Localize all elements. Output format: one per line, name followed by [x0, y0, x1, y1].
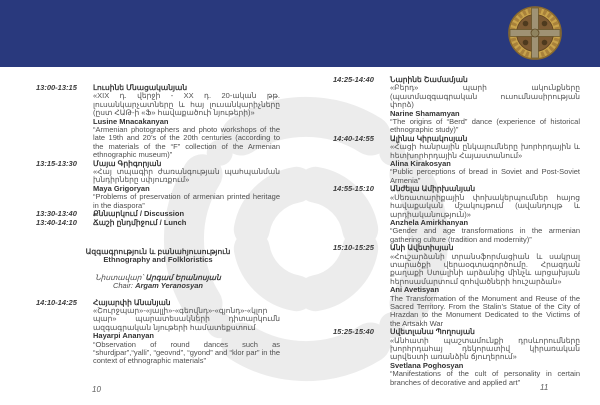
- schedule-entry: [36, 160, 280, 210]
- entry-content: [93, 219, 280, 227]
- talk-title: «Շուրջպար»-«յալլի»-«գեովնդ»-«գյոնդ»-«կլոր պար» պարատեսակների դիտարկումն ազգագրական նյութերի համատեքստում: [93, 305, 280, 332]
- left-schedule-list-after-section: [36, 299, 280, 366]
- entry-time: 13:15-13:30: [36, 158, 77, 168]
- talk-title: «Սեռատարիքային փոխակերպումներ հայոց հավաքական մշակույթում (ավանդույթ և արդիականություն)»: [390, 192, 580, 219]
- entry-time: 13:30-13:40: [36, 209, 77, 219]
- speaker-name: Մայա Գրիգորյան: [93, 158, 162, 168]
- schedule-entry: [36, 219, 280, 227]
- schedule-entry: [333, 135, 580, 185]
- talk-title: «Հուշարձանի տրանսֆորմացիան և սակրալ տարածքի վերաօգտագործումը. Հրազդան քաղաքի Ստալինի արձանից մինչև արցախյան հերոսամարտում զոհվածների հուշարձան»: [390, 251, 580, 286]
- speaker-name: Անի Ավետիսյան: [390, 243, 454, 253]
- speaker-name: Maya Grigoryan: [93, 183, 150, 193]
- speaker-name: Ani Avetisyan: [390, 285, 440, 295]
- chair-label-english: Chair:: [112, 281, 136, 291]
- speaker-name: Lusine Mnacakanyan: [93, 116, 169, 126]
- page-number-right: 11: [540, 383, 549, 392]
- entry-time: 14:55-15:10: [333, 184, 374, 194]
- talk-title: «Բերդ» պարի ակունքները (պատմազգագրական ուսումնասիրության փորձ): [390, 83, 580, 110]
- entry-time: 13:40-14:10: [36, 217, 77, 227]
- entry-content: [93, 299, 280, 366]
- talk-title: «Անհատի պաշտամունքի դրսևորումները խորհրդահայ դեկորատիվ կիրառական արվեստի առանձին ճյուղերում»: [390, 335, 580, 362]
- entry-content: [390, 76, 580, 135]
- entry-content: [390, 135, 580, 185]
- left-schedule-list: [36, 84, 280, 227]
- speaker-name: Սվետլանա Պողոսյան: [390, 327, 475, 337]
- section-title-armenian: Ազգագրություն և բանահյուսություն: [85, 246, 231, 256]
- talk-title: “Observation of round dances such as “shurdjpar”,“yalli”, “geovnd”, “gyond” and “klor par” in the context of ethnographic materials”: [93, 339, 280, 366]
- talk-title: “The origins of “Berd” dance (experience of historical ethnographic study)”: [390, 117, 580, 135]
- talk-title: “Gender and age transformations in the armenian gathering culture (tradition and modernity)”: [390, 226, 580, 244]
- section-header: [36, 248, 280, 265]
- talk-title: “Armenian photographers and photo workshops of the late 19th and 20’s of the 20th centuries (according to the materials of the “F” collection of the Armenian ethnographic museum)”: [93, 125, 280, 160]
- page-number-left: 10: [92, 385, 101, 394]
- entry-time: 14:10-14:25: [36, 297, 77, 307]
- entry-content: [390, 328, 580, 387]
- entry-content: [93, 84, 280, 160]
- schedule-entry: [333, 185, 580, 244]
- speaker-name: Svetlana Poghosyan: [390, 360, 464, 370]
- chair-name-armenian: Արգամ Երանոսյան: [145, 272, 221, 282]
- schedule-entry: [333, 244, 580, 328]
- schedule-entry: [36, 299, 280, 366]
- entry-time: 14:25-14:40: [333, 75, 374, 84]
- speaker-name: Ճաշի ընդմիջում / Lunch: [93, 217, 187, 227]
- entry-time: 15:25-15:40: [333, 327, 374, 337]
- chair-name-english: Argam Yeranosyan: [135, 281, 204, 291]
- speaker-name: Ալինա Կիրակոսյան: [390, 133, 468, 143]
- right-page: [333, 76, 580, 387]
- speaker-name: Alina Kirakosyan: [390, 159, 451, 169]
- entry-content: [390, 244, 580, 328]
- entry-content: [93, 160, 280, 210]
- right-schedule-list: [333, 76, 580, 387]
- chair-label-armenian: Նիստավար՝: [95, 272, 146, 282]
- entry-time: 14:40-14:55: [333, 133, 374, 143]
- talk-title: «Հայ տպագիր ժառանգության պահպանման խնդիրները սփյուռքում»: [93, 167, 280, 185]
- entry-time: 13:00-13:15: [36, 83, 77, 92]
- talk-title: «Հացի հանրային ընկալումները խորհրդային և հետխորհրդային Հայաստանում»: [390, 142, 580, 160]
- speaker-name: Նարինե Շամամյան: [390, 75, 468, 84]
- left-page: [36, 84, 280, 366]
- talk-title: “Manifestations of the cult of personality in certain branches of decorative and applied art”: [390, 369, 580, 387]
- schedule-entry: [36, 84, 280, 160]
- talk-title: «XIX դ. վերջի - XX դ. 20-ական թթ. լուսանկարչատները և հայ լուսանկարիչները (ըստ ՀԱԹ-ի «Ֆ» հավաքածուի նյութերի)»: [93, 91, 280, 118]
- chair-line-english: [36, 282, 280, 290]
- talk-title: “Problems of preservation of armenian printed heritage in the diaspora”: [93, 192, 280, 210]
- speaker-name: Anzhela Amirkhanyan: [390, 217, 469, 227]
- talk-title: The Transformation of the Monument and Reuse of the Sacred Territory. From the Stalin’s Statue of the City of Hrazdan to the Monument Dedicated to the Victims of the Artsakh War: [390, 293, 580, 328]
- schedule-entry: [333, 76, 580, 135]
- speaker-name: Narine Shamamyan: [390, 108, 460, 118]
- speaker-name: Hayarpi Ananyan: [93, 331, 154, 341]
- speaker-name: Անժելա Ամիրխանյան: [390, 184, 476, 194]
- speaker-name: Հայարփի Անանյան: [93, 297, 171, 307]
- chair-block: [36, 274, 280, 291]
- speaker-name: Քննարկում / Discussion: [93, 209, 185, 219]
- section-title-english: Ethnography and Folkloristics: [103, 255, 213, 265]
- entry-content: [390, 185, 580, 244]
- schedule-entry: [333, 328, 580, 387]
- entry-time: 15:10-15:25: [333, 243, 374, 253]
- speaker-name: Լուսինե Մնացականյան: [93, 83, 188, 92]
- talk-title: “Public perceptions of bread in Soviet and Post-Soviet Armenia”: [390, 167, 580, 185]
- medallion-seal-icon: [508, 6, 562, 60]
